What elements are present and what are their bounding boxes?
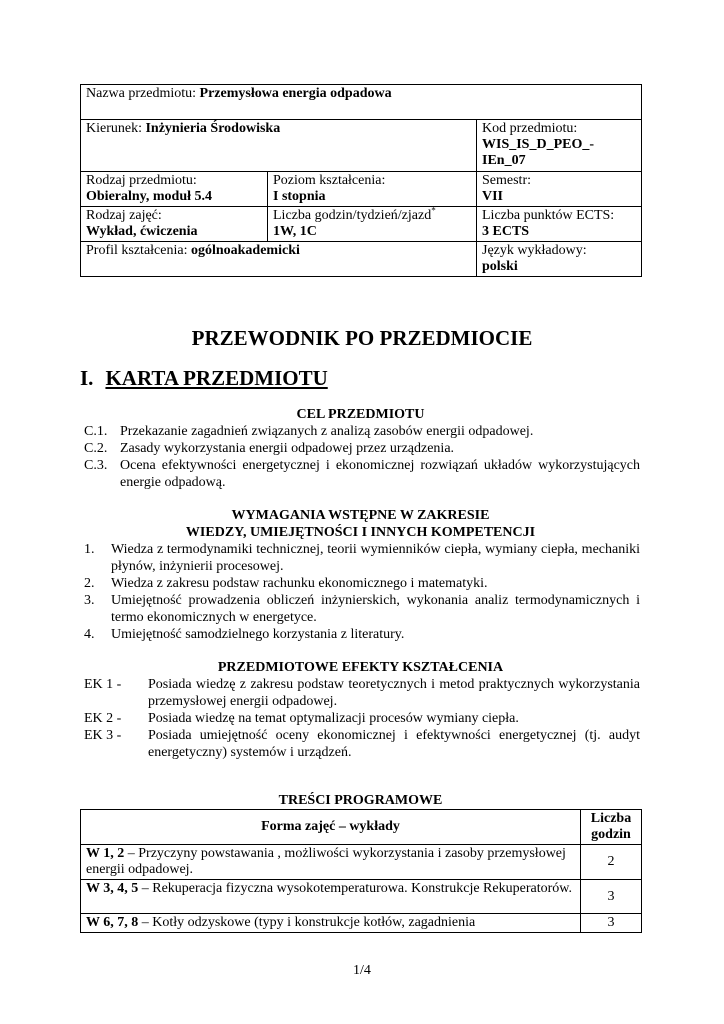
profil-label: Profil kształcenia: [86,243,191,258]
item-label: EK 2 - [84,711,122,726]
wymagania-heading [80,507,641,541]
table-row [81,845,642,880]
section-number: I. [80,366,94,390]
jezyk-label: Język wykładowy: [482,243,587,258]
item-text: Posiada wiedzę na temat optymalizacji procesów wymiany ciepła. [148,711,519,726]
row-hours: 2 [581,845,642,880]
godziny-label: Liczba godzin/tydzień/zjazd [273,208,432,223]
godziny-value: 1W, 1C [273,224,317,239]
row-text: – Rekuperacja fizyczna wysokotemperaturowa. Konstrukcje Rekuperatorów. [138,881,572,896]
cell-kod [477,120,642,172]
item-label: EK 3 - [84,728,122,743]
semestr-value: VII [482,189,504,204]
rodzaj-value: Obieralny, moduł 5.4 [86,189,213,204]
nazwa-label: Nazwa przedmiotu: [86,86,200,101]
cell-semestr [477,172,642,207]
page-title: PRZEWODNIK PO PRZEDMIOCIE [191,326,533,350]
tresci-table [80,809,642,933]
item-label: 3. [84,593,95,608]
item-text: Wiedza z zakresu podstaw rachunku ekonomicznego i matematyki. [111,576,488,591]
section-heading-karta [80,366,328,391]
item-text: Ocena efektywności energetycznej i ekonomicznej rozwiązań układów wykorzystujących energie odpadową. [120,458,640,490]
ects-label: Liczba punktów ECTS: [482,208,615,223]
cell-nazwa [81,85,642,120]
section-title: KARTA PRZEDMIOTU [105,366,328,390]
cell-zajecia [81,207,268,242]
info-row-zajecia [81,207,642,242]
item-label: C.1. [84,424,108,439]
cell-poziom [268,172,477,207]
item-text: Zasady wykorzystania energii odpadowej przez urządzenia. [120,441,455,456]
semestr-label: Semestr: [482,173,531,188]
row-text: – Przyczyny powstawania , możliwości wykorzystania i zasoby przemysłowej energii odpadowej. [86,846,566,877]
row-hours: 3 [581,880,642,914]
jezyk-value: polski [482,259,518,274]
col-forma: Forma zajęć – wykłady [81,810,581,845]
row-text: – Kotły odzyskowe (typy i konstrukcje kotłów, zagadnienia [138,915,476,930]
tresci-heading: TREŚCI PROGRAMOWE [278,793,443,808]
item-text: Posiada umiejętność oceny ekonomicznej i efektywności energetycznej (tj. audyt energetyczny) systemów i urządzeń. [148,728,640,760]
info-row-profil [81,242,642,277]
item-label: 4. [84,627,95,642]
item-label: C.2. [84,441,108,456]
wymagania-heading-line-1: WYMAGANIA WSTĘPNE W ZAKRESIE [231,508,490,523]
item-text: Umiejętność samodzielnego korzystania z literatury. [111,627,405,642]
item-label: 1. [84,542,95,557]
info-row-nazwa [81,85,642,120]
list-item [84,575,640,592]
profil-value: ogólnoakademicki [190,243,300,258]
col-liczba-line-2: godzin [591,827,631,842]
zajecia-label: Rodzaj zajęć: [86,208,162,223]
info-row-kierunek [81,120,642,172]
list-item [84,457,640,491]
godziny-footnote-mark: * [431,205,436,216]
table-row [81,880,642,914]
kierunek-label: Kierunek: [86,121,146,136]
list-item [84,440,640,457]
nazwa-value: Przemysłowa energia odpadowa [199,86,392,101]
row-topic [81,914,581,933]
list-item [84,592,640,626]
row-code: W 6, 7, 8 [86,915,139,930]
list-item [84,676,640,710]
poziom-label: Poziom kształcenia: [273,173,386,188]
cell-kierunek [81,120,477,172]
row-code: W 1, 2 [86,846,125,861]
col-liczba-line-1: Liczba [590,811,632,826]
item-label: 2. [84,576,95,591]
kod-value-1: WIS_IS_D_PEO_- [482,137,595,152]
ects-value: 3 ECTS [482,224,530,239]
poziom-value: I stopnia [273,189,326,204]
item-text: Umiejętność prowadzenia obliczeń inżynierskich, wykonania analiz termodynamicznych i termo ekonomicznych w energetyce. [111,593,640,625]
item-text: Przekazanie zagadnień związanych z analizą zasobów energii odpadowej. [120,424,534,439]
item-text: Posiada wiedzę z zakresu podstaw teoretycznych i metod praktycznych wykorzystania przemysłowej energii odpadowej. [148,677,640,709]
kierunek-value: Inżynieria Środowiska [145,121,281,136]
cel-heading: CEL PRZEDMIOTU [296,407,425,422]
cel-list [84,423,640,491]
wymagania-list [84,541,640,643]
course-info-table [80,84,642,277]
row-topic [81,845,581,880]
table-row [81,914,642,933]
list-item [84,541,640,575]
list-item [84,626,640,643]
row-hours: 3 [581,914,642,933]
cell-rodzaj [81,172,268,207]
list-item [84,710,640,727]
kod-label: Kod przedmiotu: [482,121,578,136]
efekty-heading: PRZEDMIOTOWE EFEKTY KSZTAŁCENIA [217,660,504,675]
item-label: C.3. [84,458,108,473]
wymagania-heading-line-2: WIEDZY, UMIEJĘTNOŚCI I INNYCH KOMPETENCJI [185,525,536,540]
cell-profil [81,242,477,277]
rodzaj-label: Rodzaj przedmiotu: [86,173,197,188]
list-item [84,423,640,440]
item-label: EK 1 - [84,677,122,692]
cell-jezyk [477,242,642,277]
info-row-rodzaj [81,172,642,207]
page-number: 1/4 [353,963,371,978]
kod-value-2: IEn_07 [482,153,526,168]
item-text: Wiedza z termodynamiki technicznej, teorii wymienników ciepła, wymiany ciepła, mechaniki płynów, inżynierii procesowej. [111,542,640,574]
col-liczba [581,810,642,845]
cell-godziny [268,207,477,242]
zajecia-value: Wykład, ćwiczenia [86,224,198,239]
cell-ects [477,207,642,242]
list-item [84,727,640,761]
table-header-row [81,810,642,845]
efekty-list [84,676,640,761]
row-topic [81,880,581,914]
row-code: W 3, 4, 5 [86,881,139,896]
